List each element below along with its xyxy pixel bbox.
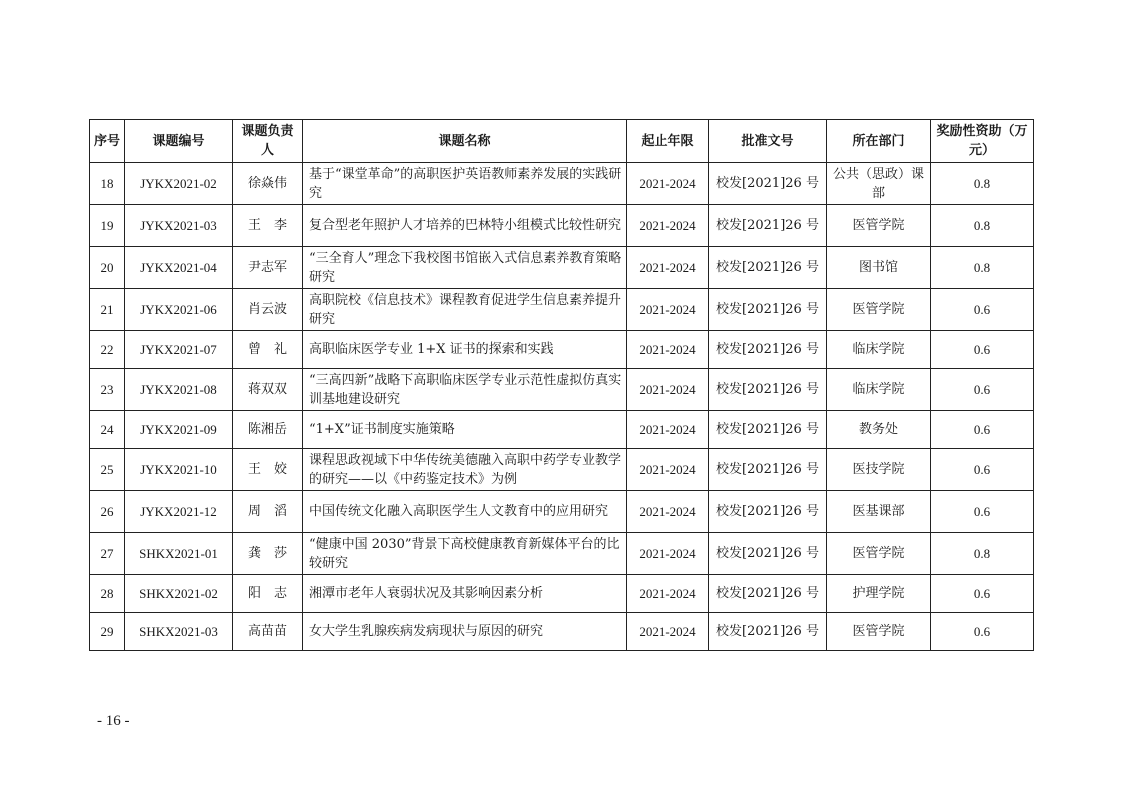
cell-leader: 高苗苗: [233, 613, 303, 651]
cell-seq: 26: [90, 491, 125, 533]
cell-leader: 肖云波: [233, 289, 303, 331]
cell-title: 中国传统文化融入高职医学生人文教育中的应用研究: [303, 491, 627, 533]
cell-doc: 校发[2021]26 号: [709, 369, 827, 411]
cell-doc: 校发[2021]26 号: [709, 411, 827, 449]
cell-leader: 龚 莎: [233, 533, 303, 575]
cell-code: SHKX2021-02: [125, 575, 233, 613]
cell-leader: 曾 礼: [233, 331, 303, 369]
cell-seq: 27: [90, 533, 125, 575]
cell-fund: 0.8: [931, 533, 1034, 575]
header-title: 课题名称: [303, 120, 627, 163]
cell-code: JYKX2021-02: [125, 163, 233, 205]
cell-leader: 蒋双双: [233, 369, 303, 411]
cell-fund: 0.6: [931, 369, 1034, 411]
cell-leader: 阳 志: [233, 575, 303, 613]
cell-dept: 医基课部: [827, 491, 931, 533]
cell-fund: 0.6: [931, 491, 1034, 533]
cell-doc: 校发[2021]26 号: [709, 331, 827, 369]
cell-doc: 校发[2021]26 号: [709, 205, 827, 247]
cell-dept: 护理学院: [827, 575, 931, 613]
cell-period: 2021-2024: [627, 163, 709, 205]
cell-doc: 校发[2021]26 号: [709, 575, 827, 613]
header-dept: 所在部门: [827, 120, 931, 163]
cell-seq: 21: [90, 289, 125, 331]
cell-period: 2021-2024: [627, 491, 709, 533]
cell-leader: 徐焱伟: [233, 163, 303, 205]
cell-code: JYKX2021-09: [125, 411, 233, 449]
cell-dept: 医管学院: [827, 289, 931, 331]
cell-fund: 0.6: [931, 331, 1034, 369]
table-row: [90, 331, 1034, 369]
page-number: - 16 -: [97, 713, 130, 729]
cell-code: JYKX2021-06: [125, 289, 233, 331]
cell-title: “健康中国 2030”背景下高校健康教育新媒体平台的比较研究: [303, 533, 627, 575]
cell-fund: 0.6: [931, 449, 1034, 491]
cell-dept: 教务处: [827, 411, 931, 449]
cell-dept: 医管学院: [827, 613, 931, 651]
cell-fund: 0.8: [931, 163, 1034, 205]
cell-code: SHKX2021-03: [125, 613, 233, 651]
cell-dept: 医管学院: [827, 205, 931, 247]
cell-period: 2021-2024: [627, 205, 709, 247]
cell-period: 2021-2024: [627, 449, 709, 491]
table-row: [90, 575, 1034, 613]
cell-fund: 0.6: [931, 289, 1034, 331]
cell-doc: 校发[2021]26 号: [709, 491, 827, 533]
cell-period: 2021-2024: [627, 533, 709, 575]
header-code: 课题编号: [125, 120, 233, 163]
cell-code: JYKX2021-08: [125, 369, 233, 411]
cell-period: 2021-2024: [627, 613, 709, 651]
cell-leader: 尹志军: [233, 247, 303, 289]
table-row: [90, 613, 1034, 651]
cell-doc: 校发[2021]26 号: [709, 613, 827, 651]
cell-seq: 19: [90, 205, 125, 247]
cell-fund: 0.6: [931, 411, 1034, 449]
table-row: [90, 369, 1034, 411]
table-row: [90, 449, 1034, 491]
cell-leader: 陈湘岳: [233, 411, 303, 449]
cell-seq: 22: [90, 331, 125, 369]
table-row: [90, 247, 1034, 289]
table-row: [90, 163, 1034, 205]
cell-dept: 图书馆: [827, 247, 931, 289]
cell-period: 2021-2024: [627, 247, 709, 289]
cell-fund: 0.6: [931, 613, 1034, 651]
cell-leader: 王 姣: [233, 449, 303, 491]
table-row: [90, 491, 1034, 533]
cell-doc: 校发[2021]26 号: [709, 289, 827, 331]
cell-code: JYKX2021-12: [125, 491, 233, 533]
table-row: [90, 411, 1034, 449]
cell-fund: 0.8: [931, 247, 1034, 289]
cell-dept: 医管学院: [827, 533, 931, 575]
cell-period: 2021-2024: [627, 369, 709, 411]
cell-title: 湘潭市老年人衰弱状况及其影响因素分析: [303, 575, 627, 613]
cell-leader: 周 滔: [233, 491, 303, 533]
header-fund: 奖励性资助（万元）: [931, 120, 1034, 163]
cell-title: 课程思政视域下中华传统美德融入高职中药学专业教学的研究——以《中药鉴定技术》为例: [303, 449, 627, 491]
cell-seq: 25: [90, 449, 125, 491]
cell-leader: 王 李: [233, 205, 303, 247]
cell-seq: 18: [90, 163, 125, 205]
cell-doc: 校发[2021]26 号: [709, 533, 827, 575]
cell-dept: 医技学院: [827, 449, 931, 491]
cell-dept: 临床学院: [827, 331, 931, 369]
header-period: 起止年限: [627, 120, 709, 163]
cell-doc: 校发[2021]26 号: [709, 247, 827, 289]
table-row: [90, 205, 1034, 247]
cell-fund: 0.6: [931, 575, 1034, 613]
table-row: [90, 289, 1034, 331]
cell-title: 复合型老年照护人才培养的巴林特小组模式比较性研究: [303, 205, 627, 247]
header-doc: 批准文号: [709, 120, 827, 163]
cell-seq: 28: [90, 575, 125, 613]
cell-code: JYKX2021-04: [125, 247, 233, 289]
cell-period: 2021-2024: [627, 331, 709, 369]
header-leader: 课题负责人: [233, 120, 303, 163]
cell-title: 女大学生乳腺疾病发病现状与原因的研究: [303, 613, 627, 651]
cell-seq: 29: [90, 613, 125, 651]
cell-period: 2021-2024: [627, 289, 709, 331]
cell-period: 2021-2024: [627, 575, 709, 613]
cell-code: JYKX2021-07: [125, 331, 233, 369]
cell-fund: 0.8: [931, 205, 1034, 247]
header-seq: 序号: [90, 120, 125, 163]
cell-title: “三高四新”战略下高职临床医学专业示范性虚拟仿真实训基地建设研究: [303, 369, 627, 411]
project-table: [89, 119, 1034, 651]
cell-title: “三全育人”理念下我校图书馆嵌入式信息素养教育策略研究: [303, 247, 627, 289]
table-header-row: [90, 120, 1034, 163]
cell-title: 高职临床医学专业 1+X 证书的探索和实践: [303, 331, 627, 369]
cell-code: JYKX2021-03: [125, 205, 233, 247]
cell-code: SHKX2021-01: [125, 533, 233, 575]
cell-title: 基于“课堂革命”的高职医护英语教师素养发展的实践研究: [303, 163, 627, 205]
cell-title: “1+X”证书制度实施策略: [303, 411, 627, 449]
table-row: [90, 533, 1034, 575]
cell-doc: 校发[2021]26 号: [709, 449, 827, 491]
cell-dept: 临床学院: [827, 369, 931, 411]
cell-title: 高职院校《信息技术》课程教育促进学生信息素养提升研究: [303, 289, 627, 331]
cell-dept: 公共（思政）课部: [827, 163, 931, 205]
cell-period: 2021-2024: [627, 411, 709, 449]
cell-doc: 校发[2021]26 号: [709, 163, 827, 205]
cell-seq: 23: [90, 369, 125, 411]
cell-seq: 24: [90, 411, 125, 449]
cell-seq: 20: [90, 247, 125, 289]
cell-code: JYKX2021-10: [125, 449, 233, 491]
